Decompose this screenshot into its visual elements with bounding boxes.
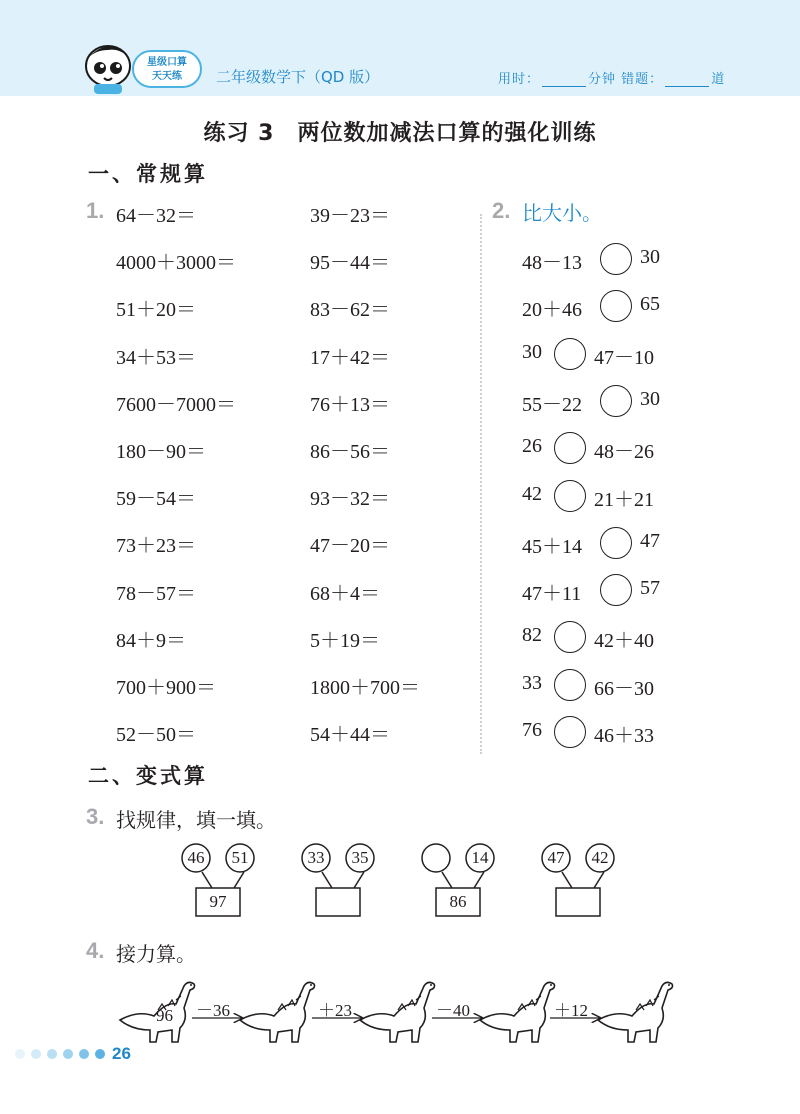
col1-equation-1: 64－32＝ [116, 205, 196, 227]
col2-equation-2: 95－44＝ [310, 252, 390, 275]
compare-answer-circle[interactable] [554, 621, 586, 653]
compare-row [520, 290, 690, 322]
tree-3-sum: 86 [449, 892, 467, 911]
number-tree-1 [178, 842, 288, 922]
col1-equation-5: 7600－7000＝ [116, 393, 236, 416]
col2-equation-5: 76＋13＝ [310, 393, 390, 416]
relay-op-3: －40 [436, 1001, 470, 1020]
compare-answer-circle[interactable] [600, 574, 632, 606]
compare-right: 42＋40 [594, 630, 654, 653]
col1-equation-6: 180－90＝ [116, 441, 206, 463]
compare-answer-circle[interactable] [600, 527, 632, 559]
page-number: 26 [112, 1044, 131, 1063]
number-tree-4 [538, 842, 648, 922]
relay-op-2: ＋23 [318, 1001, 352, 1020]
time-label: 用时： [498, 72, 541, 87]
compare-left: 82 [522, 624, 542, 647]
compare-right: 46＋33 [594, 725, 654, 747]
col2-equation-12: 54＋44＝ [310, 724, 390, 747]
tree-1-left: 46 [187, 848, 205, 867]
question-2-text: 比大小。 [522, 201, 602, 225]
compare-row [520, 621, 690, 653]
col2-equation-9: 68＋4＝ [310, 582, 380, 605]
compare-right: 57 [640, 577, 660, 600]
column-divider [480, 214, 482, 754]
tree-3-left[interactable] [421, 843, 451, 873]
col1-equation-7: 59－54＝ [116, 488, 196, 511]
compare-right: 65 [640, 293, 660, 316]
compare-answer-circle[interactable] [554, 480, 586, 512]
col2-equation-4: 17＋42＝ [310, 346, 390, 369]
compare-right: 47－10 [594, 346, 654, 369]
errors-blank [665, 74, 709, 87]
compare-row [520, 716, 690, 748]
col2-equation-3: 83－62＝ [310, 299, 390, 322]
compare-left: 30 [522, 340, 542, 363]
compare-answer-circle[interactable] [600, 290, 632, 322]
compare-row [520, 432, 690, 464]
tree-4-left: 47 [547, 848, 565, 867]
col1-equation-9: 78－57＝ [116, 582, 196, 605]
compare-row [520, 385, 690, 417]
compare-answer-circle[interactable] [554, 338, 586, 370]
question-2-number: 2. [492, 198, 511, 223]
compare-right: 21＋21 [594, 488, 654, 511]
section-heading-variant: 二、变式算 [88, 764, 208, 788]
compare-row [520, 669, 690, 701]
compare-left: 76 [522, 719, 542, 741]
relay-op-4: ＋12 [554, 1001, 588, 1020]
compare-answer-circle[interactable] [600, 243, 632, 275]
tree-4-right: 42 [591, 848, 609, 867]
compare-answer-circle[interactable] [554, 716, 586, 748]
col2-equation-7: 93－32＝ [310, 488, 390, 511]
col1-equation-2: 4000＋3000＝ [116, 252, 236, 275]
tree-2-left: 33 [307, 848, 325, 867]
tree-1-sum: 97 [209, 892, 227, 911]
compare-left: 48－13 [522, 252, 582, 274]
compare-right: 47 [640, 529, 660, 552]
series-badge [132, 50, 202, 88]
compare-right: 30 [640, 387, 660, 410]
errors-label: 错题： [621, 72, 664, 87]
number-tree-3 [418, 842, 528, 922]
compare-answer-circle[interactable] [554, 432, 586, 464]
footer-dots-icon [14, 1047, 106, 1061]
compare-answer-circle[interactable] [554, 669, 586, 701]
compare-left: 45＋14 [522, 535, 582, 558]
col1-equation-4: 34＋53＝ [116, 346, 196, 369]
badge-line1: 星级口算 [147, 57, 187, 68]
col1-equation-12: 52－50＝ [116, 724, 196, 747]
col2-equation-11: 1800＋700＝ [310, 677, 420, 699]
compare-row [520, 527, 690, 559]
compare-answer-circle[interactable] [600, 385, 632, 417]
time-unit: 分钟 [588, 72, 617, 87]
question-1-number: 1. [86, 198, 105, 223]
time-blank [542, 74, 586, 87]
tree-3-right: 14 [471, 848, 489, 867]
col1-equation-10: 84＋9＝ [116, 629, 186, 652]
time-errors-record [498, 68, 725, 87]
compare-left: 20＋46 [522, 299, 582, 322]
compare-row [520, 574, 690, 606]
tree-2-right: 35 [351, 848, 369, 867]
compare-right: 30 [640, 246, 660, 268]
col2-equation-6: 86－56＝ [310, 441, 390, 463]
question-4-number: 4. [86, 938, 105, 963]
tree-4-sum[interactable] [556, 887, 600, 917]
compare-left: 33 [522, 671, 542, 694]
section-heading-regular: 一、常规算 [88, 162, 208, 186]
compare-left: 55－22 [522, 393, 582, 416]
tree-1-right: 51 [231, 848, 249, 867]
badge-line2: 天天练 [152, 71, 182, 82]
errors-unit: 道 [711, 72, 726, 87]
compare-row [520, 480, 690, 512]
relay-start-number: 96 [156, 1006, 173, 1025]
compare-right: 48－26 [594, 441, 654, 464]
col2-equation-1: 39－23＝ [310, 205, 390, 227]
question-3-number: 3. [86, 804, 105, 829]
col1-equation-3: 51＋20＝ [116, 299, 196, 322]
col1-equation-8: 73＋23＝ [116, 535, 196, 558]
question-3-text: 找规律，填一填。 [116, 808, 276, 832]
compare-left: 42 [522, 482, 542, 505]
relay-op-1: －36 [196, 1001, 230, 1020]
compare-left: 26 [522, 435, 542, 458]
col1-equation-11: 700＋900＝ [116, 677, 216, 699]
compare-left: 47＋11 [522, 583, 582, 606]
book-title: 二年级数学下（QD 版） [216, 68, 380, 86]
col2-equation-10: 5＋19＝ [310, 629, 380, 652]
relay-chain [118, 976, 688, 1046]
number-tree-2 [298, 842, 408, 922]
tree-2-sum[interactable] [316, 887, 360, 917]
compare-row [520, 243, 690, 275]
compare-row [520, 338, 690, 370]
col2-equation-8: 47－20＝ [310, 535, 390, 558]
page-title: 练习 3 两位数加减法口算的强化训练 [203, 121, 597, 146]
question-4-text: 接力算。 [116, 942, 196, 966]
compare-right: 66－30 [594, 677, 654, 700]
